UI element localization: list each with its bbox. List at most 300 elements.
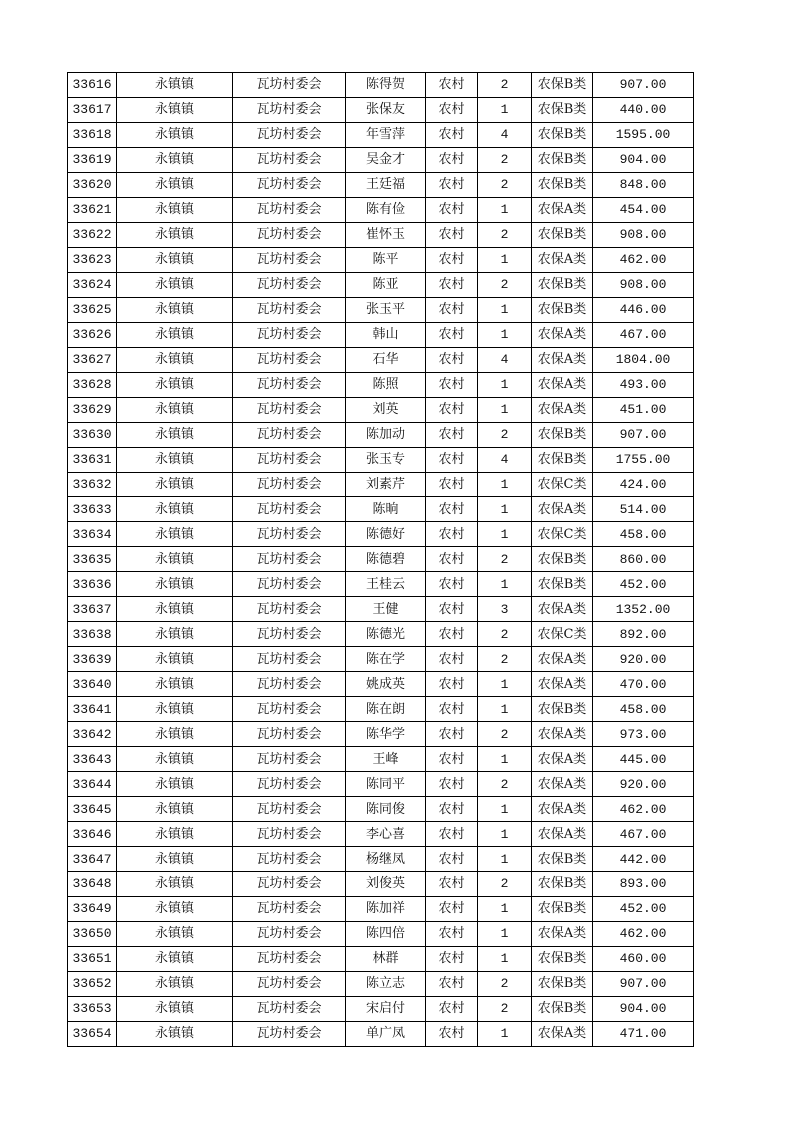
village-committee-cell: 瓦坊村委会: [233, 647, 346, 672]
table-row: [68, 147, 694, 172]
insurance-category-cell: 农保B类: [532, 896, 593, 921]
village-committee-cell: 瓦坊村委会: [233, 272, 346, 297]
table-row: [68, 597, 694, 622]
table-row: [68, 847, 694, 872]
household-type-cell: 农村: [426, 772, 478, 797]
table-row: [68, 322, 694, 347]
household-size-cell: 2: [478, 147, 532, 172]
table-row: [68, 73, 694, 98]
village-committee-cell: 瓦坊村委会: [233, 697, 346, 722]
household-type-cell: 农村: [426, 672, 478, 697]
household-size-cell: 4: [478, 347, 532, 372]
village-committee-cell: 瓦坊村委会: [233, 971, 346, 996]
insurance-category-cell: 农保A类: [532, 597, 593, 622]
record-id-cell: 33645: [68, 797, 117, 822]
table-row: [68, 921, 694, 946]
insurance-category-cell: 农保B类: [532, 97, 593, 122]
household-type-cell: 农村: [426, 747, 478, 772]
household-size-cell: 1: [478, 697, 532, 722]
household-size-cell: 1: [478, 297, 532, 322]
record-id-cell: 33629: [68, 397, 117, 422]
town-cell: 永镇镇: [117, 372, 233, 397]
table-row: [68, 797, 694, 822]
amount-cell: 907.00: [593, 73, 694, 98]
amount-cell: 1352.00: [593, 597, 694, 622]
household-size-cell: 2: [478, 422, 532, 447]
town-cell: 永镇镇: [117, 672, 233, 697]
town-cell: 永镇镇: [117, 522, 233, 547]
record-id-cell: 33618: [68, 122, 117, 147]
table-row: [68, 672, 694, 697]
insurance-category-cell: 农保A类: [532, 1021, 593, 1046]
household-size-cell: 4: [478, 447, 532, 472]
person-name-cell: 林群: [346, 946, 426, 971]
insurance-category-cell: 农保B类: [532, 147, 593, 172]
insurance-category-cell: 农保C类: [532, 472, 593, 497]
record-id-cell: 33653: [68, 996, 117, 1021]
town-cell: 永镇镇: [117, 222, 233, 247]
household-size-cell: 4: [478, 122, 532, 147]
village-committee-cell: 瓦坊村委会: [233, 572, 346, 597]
amount-cell: 907.00: [593, 422, 694, 447]
amount-cell: 892.00: [593, 622, 694, 647]
person-name-cell: 刘英: [346, 397, 426, 422]
person-name-cell: 陈德光: [346, 622, 426, 647]
amount-cell: 904.00: [593, 996, 694, 1021]
household-size-cell: 1: [478, 572, 532, 597]
village-committee-cell: 瓦坊村委会: [233, 547, 346, 572]
town-cell: 永镇镇: [117, 722, 233, 747]
town-cell: 永镇镇: [117, 197, 233, 222]
town-cell: 永镇镇: [117, 896, 233, 921]
village-committee-cell: 瓦坊村委会: [233, 847, 346, 872]
person-name-cell: 石华: [346, 347, 426, 372]
household-size-cell: 2: [478, 222, 532, 247]
person-name-cell: 陈得贺: [346, 73, 426, 98]
person-name-cell: 陈德好: [346, 522, 426, 547]
record-id-cell: 33630: [68, 422, 117, 447]
insurance-category-cell: 农保A类: [532, 397, 593, 422]
record-id-cell: 33634: [68, 522, 117, 547]
household-type-cell: 农村: [426, 472, 478, 497]
amount-cell: 440.00: [593, 97, 694, 122]
household-size-cell: 2: [478, 722, 532, 747]
household-type-cell: 农村: [426, 622, 478, 647]
person-name-cell: 陈在朗: [346, 697, 426, 722]
person-name-cell: 吴金才: [346, 147, 426, 172]
record-id-cell: 33646: [68, 822, 117, 847]
household-type-cell: 农村: [426, 847, 478, 872]
table-row: [68, 971, 694, 996]
person-name-cell: 年雪萍: [346, 122, 426, 147]
record-id-cell: 33631: [68, 447, 117, 472]
table-row: [68, 272, 694, 297]
record-id-cell: 33649: [68, 896, 117, 921]
record-id-cell: 33622: [68, 222, 117, 247]
person-name-cell: 陈亚: [346, 272, 426, 297]
town-cell: 永镇镇: [117, 747, 233, 772]
town-cell: 永镇镇: [117, 772, 233, 797]
person-name-cell: 张保友: [346, 97, 426, 122]
table-row: [68, 447, 694, 472]
village-committee-cell: 瓦坊村委会: [233, 597, 346, 622]
table-row: [68, 97, 694, 122]
village-committee-cell: 瓦坊村委会: [233, 322, 346, 347]
village-committee-cell: 瓦坊村委会: [233, 422, 346, 447]
household-type-cell: 农村: [426, 921, 478, 946]
amount-cell: 460.00: [593, 946, 694, 971]
record-id-cell: 33620: [68, 172, 117, 197]
household-type-cell: 农村: [426, 697, 478, 722]
record-id-cell: 33641: [68, 697, 117, 722]
amount-cell: 907.00: [593, 971, 694, 996]
village-committee-cell: 瓦坊村委会: [233, 946, 346, 971]
household-type-cell: 农村: [426, 597, 478, 622]
household-type-cell: 农村: [426, 447, 478, 472]
table-row: [68, 822, 694, 847]
amount-cell: 920.00: [593, 772, 694, 797]
insurance-category-cell: 农保B类: [532, 297, 593, 322]
town-cell: 永镇镇: [117, 497, 233, 522]
insurance-category-cell: 农保B类: [532, 697, 593, 722]
table-row: [68, 522, 694, 547]
insurance-category-cell: 农保A类: [532, 372, 593, 397]
household-type-cell: 农村: [426, 722, 478, 747]
village-committee-cell: 瓦坊村委会: [233, 497, 346, 522]
person-name-cell: 单广凤: [346, 1021, 426, 1046]
insurance-category-cell: 农保B类: [532, 272, 593, 297]
household-type-cell: 农村: [426, 322, 478, 347]
amount-cell: 471.00: [593, 1021, 694, 1046]
record-id-cell: 33616: [68, 73, 117, 98]
household-size-cell: 1: [478, 472, 532, 497]
household-size-cell: 1: [478, 921, 532, 946]
insurance-category-cell: 农保A类: [532, 647, 593, 672]
record-id-cell: 33628: [68, 372, 117, 397]
town-cell: 永镇镇: [117, 971, 233, 996]
amount-cell: 462.00: [593, 797, 694, 822]
village-committee-cell: 瓦坊村委会: [233, 622, 346, 647]
amount-cell: 1755.00: [593, 447, 694, 472]
amount-cell: 470.00: [593, 672, 694, 697]
town-cell: 永镇镇: [117, 921, 233, 946]
record-id-cell: 33640: [68, 672, 117, 697]
person-name-cell: 韩山: [346, 322, 426, 347]
amount-cell: 452.00: [593, 896, 694, 921]
town-cell: 永镇镇: [117, 1021, 233, 1046]
household-size-cell: 1: [478, 896, 532, 921]
table-row: [68, 872, 694, 897]
household-size-cell: 3: [478, 597, 532, 622]
record-id-cell: 33644: [68, 772, 117, 797]
household-type-cell: 农村: [426, 197, 478, 222]
table-row: [68, 896, 694, 921]
household-type-cell: 农村: [426, 896, 478, 921]
household-size-cell: 1: [478, 522, 532, 547]
amount-cell: 904.00: [593, 147, 694, 172]
village-committee-cell: 瓦坊村委会: [233, 996, 346, 1021]
village-committee-cell: 瓦坊村委会: [233, 247, 346, 272]
household-size-cell: 2: [478, 547, 532, 572]
amount-cell: 493.00: [593, 372, 694, 397]
household-type-cell: 农村: [426, 547, 478, 572]
table-row: [68, 722, 694, 747]
town-cell: 永镇镇: [117, 647, 233, 672]
town-cell: 永镇镇: [117, 872, 233, 897]
village-committee-cell: 瓦坊村委会: [233, 97, 346, 122]
household-type-cell: 农村: [426, 647, 478, 672]
household-size-cell: 1: [478, 397, 532, 422]
insurance-category-cell: 农保B类: [532, 572, 593, 597]
table-row: [68, 572, 694, 597]
record-id-cell: 33636: [68, 572, 117, 597]
town-cell: 永镇镇: [117, 697, 233, 722]
person-name-cell: 杨继凤: [346, 847, 426, 872]
records-table: [67, 72, 694, 1047]
amount-cell: 514.00: [593, 497, 694, 522]
household-size-cell: 2: [478, 971, 532, 996]
table-row: [68, 397, 694, 422]
town-cell: 永镇镇: [117, 397, 233, 422]
household-type-cell: 农村: [426, 397, 478, 422]
household-type-cell: 农村: [426, 1021, 478, 1046]
household-size-cell: 1: [478, 322, 532, 347]
town-cell: 永镇镇: [117, 97, 233, 122]
amount-cell: 1595.00: [593, 122, 694, 147]
person-name-cell: 陈四倍: [346, 921, 426, 946]
table-row: [68, 172, 694, 197]
table-row: [68, 946, 694, 971]
person-name-cell: 宋启付: [346, 996, 426, 1021]
amount-cell: 973.00: [593, 722, 694, 747]
village-committee-cell: 瓦坊村委会: [233, 347, 346, 372]
record-id-cell: 33650: [68, 921, 117, 946]
household-type-cell: 农村: [426, 572, 478, 597]
insurance-category-cell: 农保B类: [532, 946, 593, 971]
town-cell: 永镇镇: [117, 347, 233, 372]
person-name-cell: 崔怀玉: [346, 222, 426, 247]
record-id-cell: 33651: [68, 946, 117, 971]
insurance-category-cell: 农保B类: [532, 73, 593, 98]
insurance-category-cell: 农保A类: [532, 747, 593, 772]
household-type-cell: 农村: [426, 172, 478, 197]
record-id-cell: 33617: [68, 97, 117, 122]
household-size-cell: 1: [478, 747, 532, 772]
amount-cell: 848.00: [593, 172, 694, 197]
household-size-cell: 1: [478, 1021, 532, 1046]
record-id-cell: 33643: [68, 747, 117, 772]
household-type-cell: 农村: [426, 971, 478, 996]
household-size-cell: 1: [478, 822, 532, 847]
household-size-cell: 2: [478, 622, 532, 647]
village-committee-cell: 瓦坊村委会: [233, 222, 346, 247]
household-type-cell: 农村: [426, 996, 478, 1021]
table-row: [68, 197, 694, 222]
record-id-cell: 33625: [68, 297, 117, 322]
amount-cell: 446.00: [593, 297, 694, 322]
insurance-category-cell: 农保B类: [532, 222, 593, 247]
insurance-category-cell: 农保B类: [532, 447, 593, 472]
village-committee-cell: 瓦坊村委会: [233, 73, 346, 98]
household-size-cell: 2: [478, 772, 532, 797]
insurance-category-cell: 农保A类: [532, 497, 593, 522]
person-name-cell: 张玉专: [346, 447, 426, 472]
person-name-cell: 王桂云: [346, 572, 426, 597]
household-size-cell: 1: [478, 197, 532, 222]
town-cell: 永镇镇: [117, 122, 233, 147]
village-committee-cell: 瓦坊村委会: [233, 447, 346, 472]
village-committee-cell: 瓦坊村委会: [233, 747, 346, 772]
insurance-category-cell: 农保A类: [532, 347, 593, 372]
person-name-cell: 王健: [346, 597, 426, 622]
town-cell: 永镇镇: [117, 847, 233, 872]
amount-cell: 1804.00: [593, 347, 694, 372]
person-name-cell: 陈立志: [346, 971, 426, 996]
household-size-cell: 1: [478, 797, 532, 822]
insurance-category-cell: 农保B类: [532, 422, 593, 447]
town-cell: 永镇镇: [117, 422, 233, 447]
village-committee-cell: 瓦坊村委会: [233, 372, 346, 397]
insurance-category-cell: 农保B类: [532, 122, 593, 147]
record-id-cell: 33654: [68, 1021, 117, 1046]
person-name-cell: 刘俊英: [346, 872, 426, 897]
table-row: [68, 547, 694, 572]
town-cell: 永镇镇: [117, 147, 233, 172]
person-name-cell: 陈加动: [346, 422, 426, 447]
insurance-category-cell: 农保A类: [532, 772, 593, 797]
village-committee-cell: 瓦坊村委会: [233, 797, 346, 822]
household-type-cell: 农村: [426, 347, 478, 372]
amount-cell: 458.00: [593, 522, 694, 547]
table-row: [68, 996, 694, 1021]
amount-cell: 442.00: [593, 847, 694, 872]
person-name-cell: 王峰: [346, 747, 426, 772]
household-type-cell: 农村: [426, 822, 478, 847]
town-cell: 永镇镇: [117, 572, 233, 597]
table-row: [68, 622, 694, 647]
village-committee-cell: 瓦坊村委会: [233, 122, 346, 147]
household-type-cell: 农村: [426, 297, 478, 322]
table-row: [68, 647, 694, 672]
household-size-cell: 1: [478, 946, 532, 971]
village-committee-cell: 瓦坊村委会: [233, 147, 346, 172]
town-cell: 永镇镇: [117, 272, 233, 297]
insurance-category-cell: 农保B类: [532, 996, 593, 1021]
village-committee-cell: 瓦坊村委会: [233, 896, 346, 921]
household-type-cell: 农村: [426, 97, 478, 122]
insurance-category-cell: 农保B类: [532, 847, 593, 872]
town-cell: 永镇镇: [117, 172, 233, 197]
insurance-category-cell: 农保B类: [532, 971, 593, 996]
village-committee-cell: 瓦坊村委会: [233, 172, 346, 197]
town-cell: 永镇镇: [117, 822, 233, 847]
record-id-cell: 33635: [68, 547, 117, 572]
village-committee-cell: 瓦坊村委会: [233, 872, 346, 897]
household-size-cell: 1: [478, 672, 532, 697]
table-body: [68, 73, 694, 1047]
amount-cell: 454.00: [593, 197, 694, 222]
household-size-cell: 2: [478, 996, 532, 1021]
household-type-cell: 农村: [426, 73, 478, 98]
amount-cell: 445.00: [593, 747, 694, 772]
insurance-category-cell: 农保A类: [532, 197, 593, 222]
village-committee-cell: 瓦坊村委会: [233, 197, 346, 222]
village-committee-cell: 瓦坊村委会: [233, 1021, 346, 1046]
person-name-cell: 陈晌: [346, 497, 426, 522]
person-name-cell: 陈同平: [346, 772, 426, 797]
amount-cell: 860.00: [593, 547, 694, 572]
insurance-category-cell: 农保B类: [532, 172, 593, 197]
village-committee-cell: 瓦坊村委会: [233, 472, 346, 497]
town-cell: 永镇镇: [117, 447, 233, 472]
table-row: [68, 422, 694, 447]
person-name-cell: 张玉平: [346, 297, 426, 322]
insurance-category-cell: 农保A类: [532, 921, 593, 946]
household-type-cell: 农村: [426, 222, 478, 247]
table-row: [68, 347, 694, 372]
town-cell: 永镇镇: [117, 472, 233, 497]
person-name-cell: 陈平: [346, 247, 426, 272]
household-size-cell: 1: [478, 97, 532, 122]
table-row: [68, 297, 694, 322]
village-committee-cell: 瓦坊村委会: [233, 722, 346, 747]
table-row: [68, 472, 694, 497]
insurance-category-cell: 农保B类: [532, 872, 593, 897]
person-name-cell: 姚成英: [346, 672, 426, 697]
insurance-category-cell: 农保A类: [532, 672, 593, 697]
household-type-cell: 农村: [426, 522, 478, 547]
insurance-category-cell: 农保B类: [532, 547, 593, 572]
record-id-cell: 33626: [68, 322, 117, 347]
amount-cell: 467.00: [593, 822, 694, 847]
insurance-category-cell: 农保A类: [532, 722, 593, 747]
town-cell: 永镇镇: [117, 322, 233, 347]
village-committee-cell: 瓦坊村委会: [233, 921, 346, 946]
village-committee-cell: 瓦坊村委会: [233, 522, 346, 547]
household-size-cell: 1: [478, 247, 532, 272]
amount-cell: 462.00: [593, 921, 694, 946]
table-row: [68, 222, 694, 247]
household-type-cell: 农村: [426, 497, 478, 522]
insurance-category-cell: 农保A类: [532, 797, 593, 822]
household-type-cell: 农村: [426, 372, 478, 397]
table-row: [68, 372, 694, 397]
village-committee-cell: 瓦坊村委会: [233, 822, 346, 847]
household-type-cell: 农村: [426, 122, 478, 147]
person-name-cell: 陈加祥: [346, 896, 426, 921]
record-id-cell: 33632: [68, 472, 117, 497]
person-name-cell: 陈照: [346, 372, 426, 397]
table-row: [68, 122, 694, 147]
village-committee-cell: 瓦坊村委会: [233, 297, 346, 322]
village-committee-cell: 瓦坊村委会: [233, 772, 346, 797]
household-size-cell: 2: [478, 872, 532, 897]
table-row: [68, 1021, 694, 1046]
town-cell: 永镇镇: [117, 996, 233, 1021]
record-id-cell: 33627: [68, 347, 117, 372]
amount-cell: 908.00: [593, 272, 694, 297]
record-id-cell: 33637: [68, 597, 117, 622]
record-id-cell: 33621: [68, 197, 117, 222]
record-id-cell: 33624: [68, 272, 117, 297]
insurance-category-cell: 农保A类: [532, 322, 593, 347]
household-type-cell: 农村: [426, 422, 478, 447]
insurance-category-cell: 农保C类: [532, 622, 593, 647]
person-name-cell: 李心喜: [346, 822, 426, 847]
amount-cell: 467.00: [593, 322, 694, 347]
person-name-cell: 陈华学: [346, 722, 426, 747]
amount-cell: 451.00: [593, 397, 694, 422]
